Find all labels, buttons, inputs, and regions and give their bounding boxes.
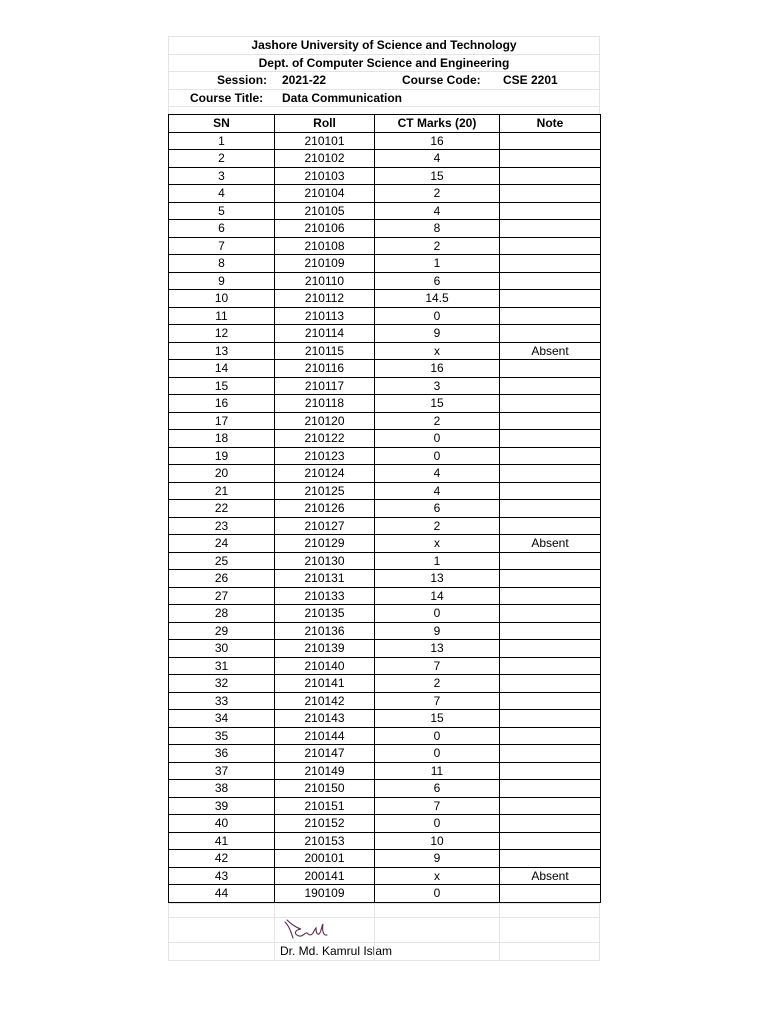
course-title-value: Data Communication bbox=[282, 90, 403, 105]
marks-sheet bbox=[168, 36, 600, 961]
cell-note bbox=[500, 465, 601, 483]
cell-roll: 210104 bbox=[275, 185, 375, 203]
cell-marks: 15 bbox=[375, 167, 500, 185]
cell-sn: 30 bbox=[169, 640, 275, 658]
cell-marks: 6 bbox=[375, 500, 500, 518]
cell-sn: 29 bbox=[169, 622, 275, 640]
cell-marks: 16 bbox=[375, 132, 500, 150]
cell-marks: 1 bbox=[375, 255, 500, 273]
cell-marks: 2 bbox=[375, 185, 500, 203]
cell-marks: 6 bbox=[375, 780, 500, 798]
cell-sn: 36 bbox=[169, 745, 275, 763]
cell-note bbox=[500, 710, 601, 728]
table-row bbox=[169, 412, 601, 430]
course-code-label: Course Code: bbox=[402, 73, 481, 87]
cell-note bbox=[500, 255, 601, 273]
cell-note: Absent bbox=[500, 535, 601, 553]
table-row bbox=[169, 832, 601, 850]
cell-roll: 210108 bbox=[275, 237, 375, 255]
cell-sn: 16 bbox=[169, 395, 275, 413]
cell-roll: 210129 bbox=[275, 535, 375, 553]
cell-note bbox=[500, 745, 601, 763]
cell-marks: 4 bbox=[375, 150, 500, 168]
footer bbox=[168, 903, 600, 961]
cell-note bbox=[500, 500, 601, 518]
table-row bbox=[169, 377, 601, 395]
cell-sn: 21 bbox=[169, 482, 275, 500]
cell-roll: 210141 bbox=[275, 675, 375, 693]
cell-note bbox=[500, 237, 601, 255]
table-row bbox=[169, 605, 601, 623]
cell-sn: 25 bbox=[169, 552, 275, 570]
table-row bbox=[169, 132, 601, 150]
cell-marks: 13 bbox=[375, 640, 500, 658]
cell-marks: 0 bbox=[375, 815, 500, 833]
cell-note bbox=[500, 482, 601, 500]
table-row bbox=[169, 727, 601, 745]
cell-sn: 44 bbox=[169, 885, 275, 903]
cell-marks: 2 bbox=[375, 675, 500, 693]
cell-note bbox=[500, 307, 601, 325]
cell-note bbox=[500, 762, 601, 780]
cell-roll: 200141 bbox=[275, 867, 375, 885]
cell-note bbox=[500, 605, 601, 623]
table-row bbox=[169, 692, 601, 710]
table-row bbox=[169, 185, 601, 203]
course-code-value: CSE 2201 bbox=[503, 73, 558, 87]
cell-roll: 210112 bbox=[275, 290, 375, 308]
cell-sn: 38 bbox=[169, 780, 275, 798]
table-row bbox=[169, 272, 601, 290]
cell-sn: 22 bbox=[169, 500, 275, 518]
session-label: Session: bbox=[217, 73, 268, 87]
cell-marks: 1 bbox=[375, 552, 500, 570]
cell-marks: 10 bbox=[375, 832, 500, 850]
cell-marks: 7 bbox=[375, 692, 500, 710]
cell-roll: 210105 bbox=[275, 202, 375, 220]
cell-note bbox=[500, 290, 601, 308]
cell-sn: 7 bbox=[169, 237, 275, 255]
cell-sn: 26 bbox=[169, 570, 275, 588]
cell-roll: 210124 bbox=[275, 465, 375, 483]
cell-roll: 210142 bbox=[275, 692, 375, 710]
table-row bbox=[169, 482, 601, 500]
cell-roll: 210122 bbox=[275, 430, 375, 448]
cell-marks: 3 bbox=[375, 377, 500, 395]
cell-sn: 17 bbox=[169, 412, 275, 430]
cell-note bbox=[500, 622, 601, 640]
cell-marks: 4 bbox=[375, 465, 500, 483]
marks-table bbox=[168, 114, 601, 903]
cell-roll: 210110 bbox=[275, 272, 375, 290]
cell-roll: 210127 bbox=[275, 517, 375, 535]
cell-sn: 41 bbox=[169, 832, 275, 850]
cell-roll: 200101 bbox=[275, 850, 375, 868]
cell-marks: 15 bbox=[375, 710, 500, 728]
cell-sn: 40 bbox=[169, 815, 275, 833]
table-row bbox=[169, 850, 601, 868]
cell-sn: 19 bbox=[169, 447, 275, 465]
cell-sn: 18 bbox=[169, 430, 275, 448]
table-row bbox=[169, 500, 601, 518]
table-row bbox=[169, 447, 601, 465]
table-row bbox=[169, 360, 601, 378]
cell-marks: 9 bbox=[375, 850, 500, 868]
cell-roll: 210149 bbox=[275, 762, 375, 780]
table-row bbox=[169, 815, 601, 833]
cell-sn: 37 bbox=[169, 762, 275, 780]
university-name: Jashore University of Science and Technology bbox=[168, 36, 600, 54]
cell-roll: 210144 bbox=[275, 727, 375, 745]
cell-marks: x bbox=[375, 342, 500, 360]
table-row bbox=[169, 307, 601, 325]
cell-note bbox=[500, 570, 601, 588]
cell-roll: 210118 bbox=[275, 395, 375, 413]
cell-roll: 210152 bbox=[275, 815, 375, 833]
cell-roll: 210116 bbox=[275, 360, 375, 378]
cell-roll: 210150 bbox=[275, 780, 375, 798]
cell-note bbox=[500, 150, 601, 168]
cell-roll: 210130 bbox=[275, 552, 375, 570]
cell-roll: 210113 bbox=[275, 307, 375, 325]
cell-roll: 210115 bbox=[275, 342, 375, 360]
cell-marks: 4 bbox=[375, 202, 500, 220]
cell-sn: 4 bbox=[169, 185, 275, 203]
cell-roll: 210102 bbox=[275, 150, 375, 168]
cell-sn: 10 bbox=[169, 290, 275, 308]
session-value: 2021-22 bbox=[282, 73, 327, 87]
cell-sn: 1 bbox=[169, 132, 275, 150]
table-row bbox=[169, 570, 601, 588]
cell-note bbox=[500, 220, 601, 238]
spacer-row bbox=[168, 106, 600, 114]
cell-note bbox=[500, 167, 601, 185]
cell-note bbox=[500, 675, 601, 693]
cell-note: Absent bbox=[500, 342, 601, 360]
signature-image bbox=[281, 916, 341, 942]
cell-note bbox=[500, 692, 601, 710]
cell-marks: 6 bbox=[375, 272, 500, 290]
cell-note bbox=[500, 885, 601, 903]
cell-sn: 15 bbox=[169, 377, 275, 395]
cell-roll: 210114 bbox=[275, 325, 375, 343]
cell-note bbox=[500, 325, 601, 343]
table-row bbox=[169, 465, 601, 483]
table-row bbox=[169, 587, 601, 605]
table-row bbox=[169, 535, 601, 553]
cell-sn: 9 bbox=[169, 272, 275, 290]
cell-note bbox=[500, 832, 601, 850]
cell-sn: 12 bbox=[169, 325, 275, 343]
cell-marks: 4 bbox=[375, 482, 500, 500]
cell-marks: 14.5 bbox=[375, 290, 500, 308]
column-header-note: Note bbox=[500, 115, 601, 133]
table-row bbox=[169, 430, 601, 448]
cell-sn: 35 bbox=[169, 727, 275, 745]
cell-roll: 210151 bbox=[275, 797, 375, 815]
cell-note bbox=[500, 430, 601, 448]
table-row bbox=[169, 342, 601, 360]
cell-marks: 13 bbox=[375, 570, 500, 588]
cell-roll: 210126 bbox=[275, 500, 375, 518]
cell-sn: 8 bbox=[169, 255, 275, 273]
cell-note bbox=[500, 412, 601, 430]
cell-marks: 15 bbox=[375, 395, 500, 413]
table-row bbox=[169, 150, 601, 168]
cell-roll: 210101 bbox=[275, 132, 375, 150]
cell-roll: 210135 bbox=[275, 605, 375, 623]
cell-note bbox=[500, 850, 601, 868]
cell-note bbox=[500, 727, 601, 745]
cell-sn: 24 bbox=[169, 535, 275, 553]
table-row bbox=[169, 255, 601, 273]
cell-note bbox=[500, 185, 601, 203]
table-row bbox=[169, 552, 601, 570]
cell-roll: 210103 bbox=[275, 167, 375, 185]
table-row bbox=[169, 202, 601, 220]
table-row bbox=[169, 220, 601, 238]
cell-sn: 39 bbox=[169, 797, 275, 815]
cell-roll: 210139 bbox=[275, 640, 375, 658]
course-title-row bbox=[168, 89, 600, 107]
cell-note bbox=[500, 202, 601, 220]
cell-roll: 210123 bbox=[275, 447, 375, 465]
cell-roll: 210117 bbox=[275, 377, 375, 395]
cell-roll: 210153 bbox=[275, 832, 375, 850]
cell-marks: 2 bbox=[375, 237, 500, 255]
cell-roll: 210136 bbox=[275, 622, 375, 640]
cell-marks: 0 bbox=[375, 885, 500, 903]
cell-marks: 0 bbox=[375, 727, 500, 745]
session-row bbox=[168, 71, 600, 89]
cell-roll: 210133 bbox=[275, 587, 375, 605]
table-row bbox=[169, 867, 601, 885]
table-row bbox=[169, 640, 601, 658]
cell-marks: 2 bbox=[375, 412, 500, 430]
cell-note bbox=[500, 132, 601, 150]
cell-marks: 0 bbox=[375, 430, 500, 448]
cell-note bbox=[500, 815, 601, 833]
cell-sn: 42 bbox=[169, 850, 275, 868]
cell-note bbox=[500, 552, 601, 570]
cell-roll: 190109 bbox=[275, 885, 375, 903]
cell-marks: 16 bbox=[375, 360, 500, 378]
table-row bbox=[169, 290, 601, 308]
cell-marks: 7 bbox=[375, 657, 500, 675]
cell-marks: 0 bbox=[375, 605, 500, 623]
cell-roll: 210120 bbox=[275, 412, 375, 430]
cell-note bbox=[500, 517, 601, 535]
cell-marks: 0 bbox=[375, 745, 500, 763]
cell-marks: 0 bbox=[375, 307, 500, 325]
cell-roll: 210147 bbox=[275, 745, 375, 763]
cell-marks: x bbox=[375, 535, 500, 553]
cell-sn: 2 bbox=[169, 150, 275, 168]
table-row bbox=[169, 517, 601, 535]
cell-sn: 13 bbox=[169, 342, 275, 360]
cell-marks: 0 bbox=[375, 447, 500, 465]
cell-roll: 210131 bbox=[275, 570, 375, 588]
cell-sn: 28 bbox=[169, 605, 275, 623]
cell-roll: 210143 bbox=[275, 710, 375, 728]
cell-roll: 210140 bbox=[275, 657, 375, 675]
cell-sn: 34 bbox=[169, 710, 275, 728]
table-row bbox=[169, 675, 601, 693]
table-row bbox=[169, 885, 601, 903]
cell-note bbox=[500, 447, 601, 465]
cell-marks: x bbox=[375, 867, 500, 885]
table-row bbox=[169, 167, 601, 185]
cell-marks: 8 bbox=[375, 220, 500, 238]
cell-note bbox=[500, 640, 601, 658]
column-header-roll: Roll bbox=[275, 115, 375, 133]
cell-note bbox=[500, 272, 601, 290]
column-header-marks: CT Marks (20) bbox=[375, 115, 500, 133]
cell-note bbox=[500, 360, 601, 378]
cell-marks: 11 bbox=[375, 762, 500, 780]
column-header-sn: SN bbox=[169, 115, 275, 133]
cell-sn: 14 bbox=[169, 360, 275, 378]
table-body bbox=[169, 132, 601, 902]
cell-marks: 2 bbox=[375, 517, 500, 535]
table-row bbox=[169, 622, 601, 640]
cell-marks: 7 bbox=[375, 797, 500, 815]
cell-sn: 3 bbox=[169, 167, 275, 185]
cell-sn: 32 bbox=[169, 675, 275, 693]
cell-note: Absent bbox=[500, 867, 601, 885]
cell-sn: 27 bbox=[169, 587, 275, 605]
table-row bbox=[169, 237, 601, 255]
table-row bbox=[169, 395, 601, 413]
cell-sn: 43 bbox=[169, 867, 275, 885]
cell-sn: 5 bbox=[169, 202, 275, 220]
cell-sn: 11 bbox=[169, 307, 275, 325]
table-row bbox=[169, 710, 601, 728]
table-row bbox=[169, 780, 601, 798]
signatory-name: Dr. Md. Kamrul Islam bbox=[274, 943, 374, 960]
cell-note bbox=[500, 797, 601, 815]
course-title-label: Course Title: bbox=[190, 90, 264, 105]
cell-note bbox=[500, 587, 601, 605]
cell-sn: 6 bbox=[169, 220, 275, 238]
cell-note bbox=[500, 395, 601, 413]
table-row bbox=[169, 657, 601, 675]
cell-roll: 210125 bbox=[275, 482, 375, 500]
cell-note bbox=[500, 377, 601, 395]
cell-marks: 14 bbox=[375, 587, 500, 605]
cell-sn: 20 bbox=[169, 465, 275, 483]
department-name: Dept. of Computer Science and Engineering bbox=[168, 54, 600, 72]
cell-roll: 210109 bbox=[275, 255, 375, 273]
table-row bbox=[169, 745, 601, 763]
cell-note bbox=[500, 657, 601, 675]
table-row bbox=[169, 797, 601, 815]
cell-sn: 23 bbox=[169, 517, 275, 535]
table-header-row bbox=[169, 115, 601, 133]
table-row bbox=[169, 762, 601, 780]
cell-note bbox=[500, 780, 601, 798]
cell-roll: 210106 bbox=[275, 220, 375, 238]
cell-sn: 31 bbox=[169, 657, 275, 675]
cell-marks: 9 bbox=[375, 622, 500, 640]
cell-marks: 9 bbox=[375, 325, 500, 343]
cell-sn: 33 bbox=[169, 692, 275, 710]
table-row bbox=[169, 325, 601, 343]
